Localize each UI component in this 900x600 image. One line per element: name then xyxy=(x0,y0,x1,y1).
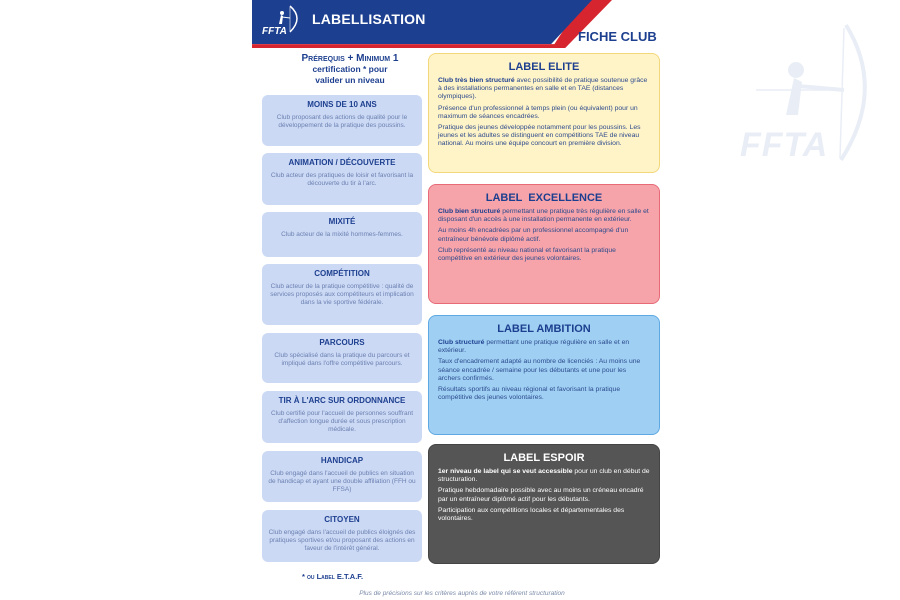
label-paragraph xyxy=(438,339,650,355)
certification-box xyxy=(262,212,422,257)
label-paragraph: Participation aux compétitions locales et départementales des volontaires. xyxy=(438,506,625,523)
label-text: permettant une pratique très régulière en salle et disposant d'un accès à une installation permanente en extérieur. xyxy=(438,208,649,224)
certification-desc: Club engagé dans l'accueil de publics en situation de handicap et ayant une double affiliation (FFH ou FFSA) xyxy=(268,470,416,493)
certification-title: MIXITÉ xyxy=(328,217,356,226)
label-espoir-box xyxy=(428,444,660,564)
prerequisite-heading xyxy=(266,53,434,86)
certification-desc: Club acteur de la pratique compétitive : qualité de services proposés aux compétiteurs et implication dans la vie sportive fédérale. xyxy=(270,283,414,306)
label-excellence-box xyxy=(428,184,660,304)
certification-desc: Club acteur des pratiques de loisir et favorisant la découverte du tir à l'arc. xyxy=(270,172,414,187)
certification-title: CITOYEN xyxy=(324,515,360,524)
label-elite-box xyxy=(428,53,660,173)
certification-box xyxy=(262,153,422,205)
label-paragraph: Présence d'un professionnel à temps plein (ou équivalent) pour un maximum de séances encadrées. xyxy=(438,104,638,120)
etaf-note: * ou Label E.T.A.F. xyxy=(302,572,364,581)
certification-box xyxy=(262,95,422,146)
certification-box xyxy=(262,510,422,562)
watermark-text: FFTA xyxy=(740,126,829,164)
label-text: avec possibilité de pratique soutenue grâce à des installations permanentes en salle et en TAE (distances olympiques). xyxy=(438,77,648,101)
label-emphasis: Club bien structuré xyxy=(438,208,501,215)
label-paragraph xyxy=(438,468,650,484)
label-text: permettant une pratique régulière en salle et en extérieur. xyxy=(438,339,630,355)
label-paragraph xyxy=(438,77,650,102)
header xyxy=(252,0,672,48)
label-paragraph: Pratique hebdomadaire possible avec au moins un créneau encadré par un entraîneur diplômé actif pour les débutants. xyxy=(438,487,644,503)
label-emphasis: Club très bien structuré xyxy=(438,77,515,84)
label-title: LABEL AMBITION xyxy=(497,323,591,335)
certification-desc: Club certifié pour l'accueil de personnes souffrant d'affection longue durée et sous prescription médicale. xyxy=(270,410,414,433)
label-paragraph: Au moins 4h encadrées par un professionnel accompagné d'un entraîneur bénévole diplômé actif. xyxy=(438,227,629,243)
certification-box xyxy=(262,264,422,325)
prerequisite-line-1: Prérequis + Minimum 1 xyxy=(301,53,399,64)
label-emphasis: 1er niveau de label qui se veut accessible xyxy=(438,468,573,475)
label-paragraph: Club représenté au niveau national et favorisant la pratique compétitive en extérieur des jeunes volontaires. xyxy=(438,246,616,263)
label-title: LABEL ELITE xyxy=(508,61,580,73)
page-title: LABELLISATION xyxy=(312,11,426,27)
certification-box xyxy=(262,333,422,383)
label-text: pour un club en début de structuration. xyxy=(438,468,650,484)
prerequisite-line-3: valider un niveau xyxy=(315,75,385,85)
logo-text: FFTA xyxy=(262,26,287,37)
page-subtitle: FICHE CLUB xyxy=(578,29,657,44)
certification-desc: Club engagé dans l'accueil de publics éloignés des pratiques sportives et/ou proposant des actions en faveur de l'intérêt général. xyxy=(268,529,416,552)
certification-title: PARCOURS xyxy=(319,338,365,347)
label-title: LABEL ESPOIR xyxy=(503,452,585,464)
certification-title: HANDICAP xyxy=(320,456,364,465)
certification-title: ANIMATION / DÉCOUVERTE xyxy=(288,158,396,167)
prerequisite-line-2: certification * pour xyxy=(312,64,388,74)
document xyxy=(252,0,672,600)
certification-title: MOINS DE 10 ANS xyxy=(307,100,377,109)
label-paragraph: Pratique des jeunes développée notamment pour les poussins. Les jeunes et les adultes se distinguent en compétitions TAE de niveau national. Au moins une équipe concourt en première division. xyxy=(438,124,641,148)
label-paragraph: Résultats sportifs au niveau régional et favorisant la pratique compétitive des jeunes volontaires. xyxy=(438,386,621,402)
certification-title: TIR À L'ARC SUR ORDONNANCE xyxy=(278,396,406,405)
certification-desc: Club spécialisé dans la pratique du parcours et impliqué dans l'offre compétitive parcours. xyxy=(274,352,410,367)
certification-box xyxy=(262,391,422,443)
certification-desc: Club proposant des actions de qualité pour le développement de la pratique des poussins. xyxy=(276,114,408,129)
label-emphasis: Club structuré xyxy=(438,339,485,346)
label-title: LABEL EXCELLENCE xyxy=(485,192,603,204)
label-paragraph xyxy=(438,208,650,224)
certification-title: COMPÉTITION xyxy=(314,269,370,278)
footer-note: Plus de précisions sur les critères auprès de votre référent structuration xyxy=(359,590,565,597)
certification-box xyxy=(262,451,422,502)
label-paragraph: Taux d'encadrement adapté au nombre de licenciés : Au moins une séance encadrée / semaine pour les débutants et une pour les archers confirmés. xyxy=(438,358,641,382)
certification-desc: Club acteur de la mixité hommes-femmes. xyxy=(281,231,403,238)
background-left xyxy=(0,0,252,600)
label-ambition-box xyxy=(428,315,660,435)
